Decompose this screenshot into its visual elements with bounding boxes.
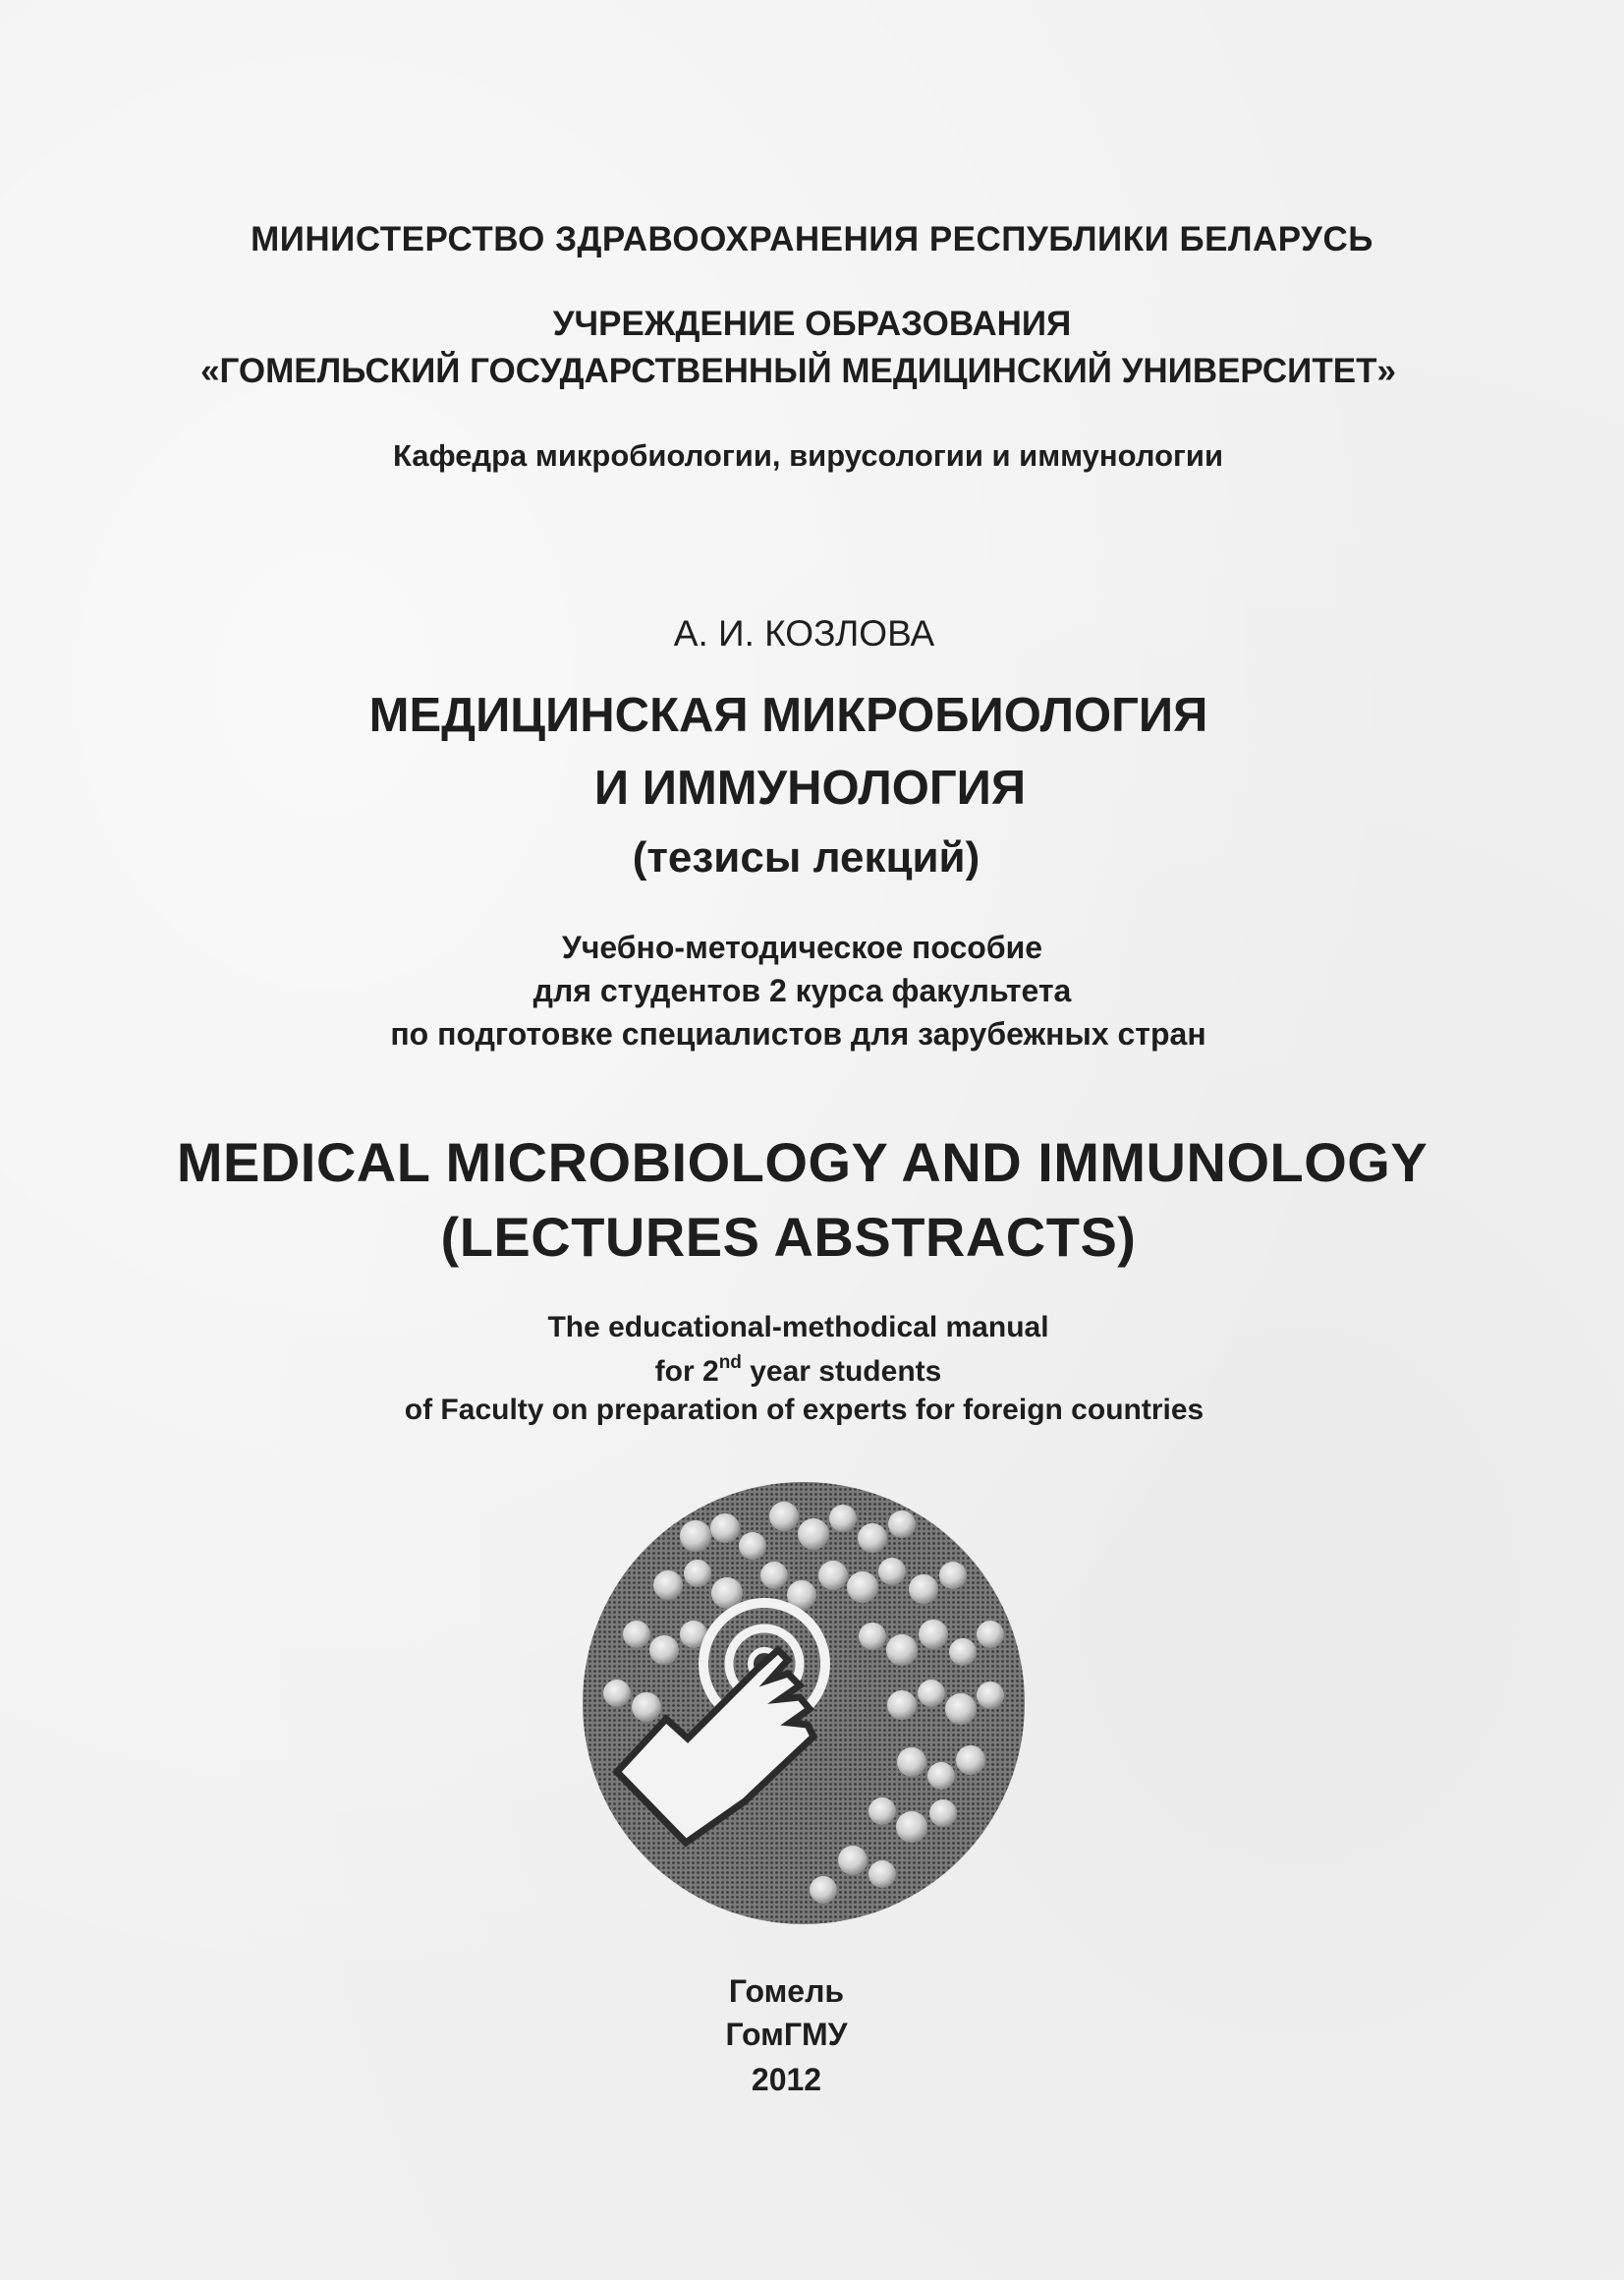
publisher-name: ГомГМУ — [725, 2017, 848, 2052]
description-en-line2-prefix: for 2 — [654, 1355, 719, 1388]
publication-year: 2012 — [751, 2062, 822, 2097]
cover-illustration — [578, 1477, 1030, 1929]
institution-type: УЧРЕЖДЕНИЕ ОБРАЗОВАНИЯ — [552, 305, 1072, 343]
description-en-ordinal-suffix: nd — [718, 1352, 742, 1373]
university-name: «ГОМЕЛЬСКИЙ ГОСУДАРСТВЕННЫЙ МЕДИЦИНСКИЙ УНИВЕРСИТЕТ» — [200, 352, 1396, 390]
description-ru-line3: по подготовке специалистов для зарубежных стран — [390, 1016, 1206, 1052]
publication-city: Гомель — [728, 1973, 845, 2009]
description-ru-line1: Учебно-методическое пособие — [561, 930, 1043, 965]
description-en-line2-suffix: year students — [741, 1355, 942, 1388]
ministry-name: МИНИСТЕРСТВО ЗДРАВООХРАНЕНИЯ РЕСПУБЛИКИ БЕЛАРУСЬ — [251, 220, 1373, 258]
description-en-line2 — [0, 1352, 1610, 1389]
title-ru-line1: МЕДИЦИНСКАЯ МИКРОБИОЛОГИЯ — [368, 689, 1208, 742]
description-en-line1: The educational-methodical manual — [547, 1311, 1049, 1343]
author-name: А. И. КОЗЛОВА — [673, 613, 935, 654]
description-ru-line2: для студентов 2 курса факультета — [532, 973, 1072, 1008]
title-ru-line2: И ИММУНОЛОГИЯ — [593, 762, 1027, 815]
department-name: Кафедра микробиологии, вирусологии и иммунологии — [392, 438, 1224, 473]
title-en-line1: MEDICAL MICROBIOLOGY AND IMMUNOLOGY — [176, 1131, 1428, 1193]
description-en-line3: of Faculty on preparation of experts for foreign countries — [404, 1394, 1204, 1426]
title-en-line2: (LECTURES ABSTRACTS) — [440, 1206, 1137, 1268]
subtitle-ru: (тезисы лекций) — [632, 833, 980, 882]
